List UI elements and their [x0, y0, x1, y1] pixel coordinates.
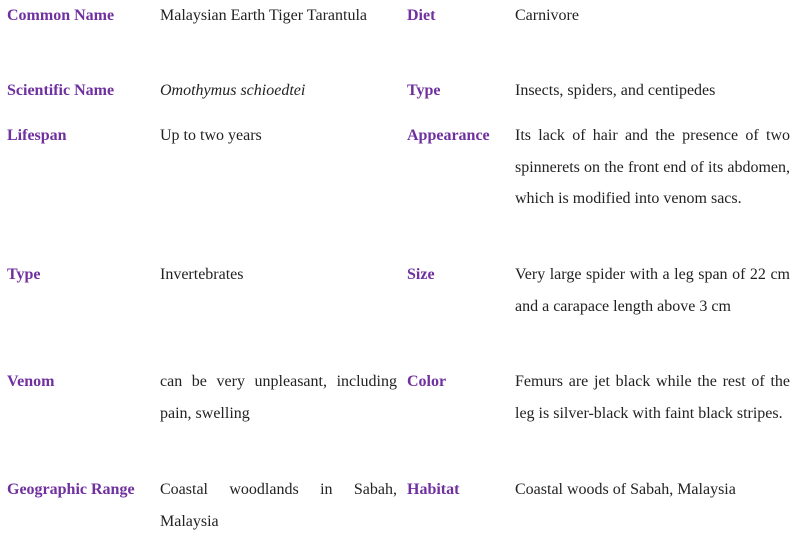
label-prey-type: Type — [407, 82, 441, 99]
value-diet: Carnivore — [515, 7, 579, 24]
label-appearance: Appearance — [407, 127, 490, 144]
value-lifespan: Up to two years — [160, 127, 262, 144]
value-geographic-range: Coastal woodlands in Sabah, Malaysia — [160, 481, 397, 530]
facts-row-scientific-name — [0, 75, 799, 120]
label-type: Type — [7, 266, 41, 283]
facts-row-geographic-range — [0, 474, 799, 538]
facts-row-common-name — [0, 0, 799, 75]
label-lifespan: Lifespan — [7, 127, 67, 144]
value-habitat: Coastal woods of Sabah, Malaysia — [515, 481, 736, 498]
label-size: Size — [407, 266, 435, 283]
value-size: Very large spider with a leg span of 22 cm and a carapace length above 3 cm — [515, 266, 790, 315]
value-common-name: Malaysian Earth Tiger Tarantula — [160, 7, 367, 24]
value-type: Invertebrates — [160, 266, 244, 283]
facts-row-lifespan — [0, 120, 799, 259]
facts-row-venom — [0, 366, 799, 474]
value-prey-type: Insects, spiders, and centipedes — [515, 82, 716, 99]
value-color: Femurs are jet black while the rest of the leg is silver-black with faint black stripes. — [515, 373, 790, 422]
label-scientific-name: Scientific Name — [7, 82, 115, 99]
value-appearance: Its lack of hair and the presence of two spinnerets on the front end of its abdomen, which is modified into venom sacs. — [515, 127, 790, 207]
label-venom: Venom — [7, 373, 55, 390]
value-scientific-name: Omothymus schioedtei — [160, 82, 306, 99]
label-common-name: Common Name — [7, 7, 115, 24]
label-color: Color — [407, 373, 447, 390]
label-geographic-range: Geographic Range — [7, 481, 135, 498]
label-diet: Diet — [407, 7, 436, 24]
facts-row-type — [0, 259, 799, 366]
value-venom: can be very unpleasant, including pain, swelling — [160, 373, 397, 422]
label-habitat: Habitat — [407, 481, 460, 498]
